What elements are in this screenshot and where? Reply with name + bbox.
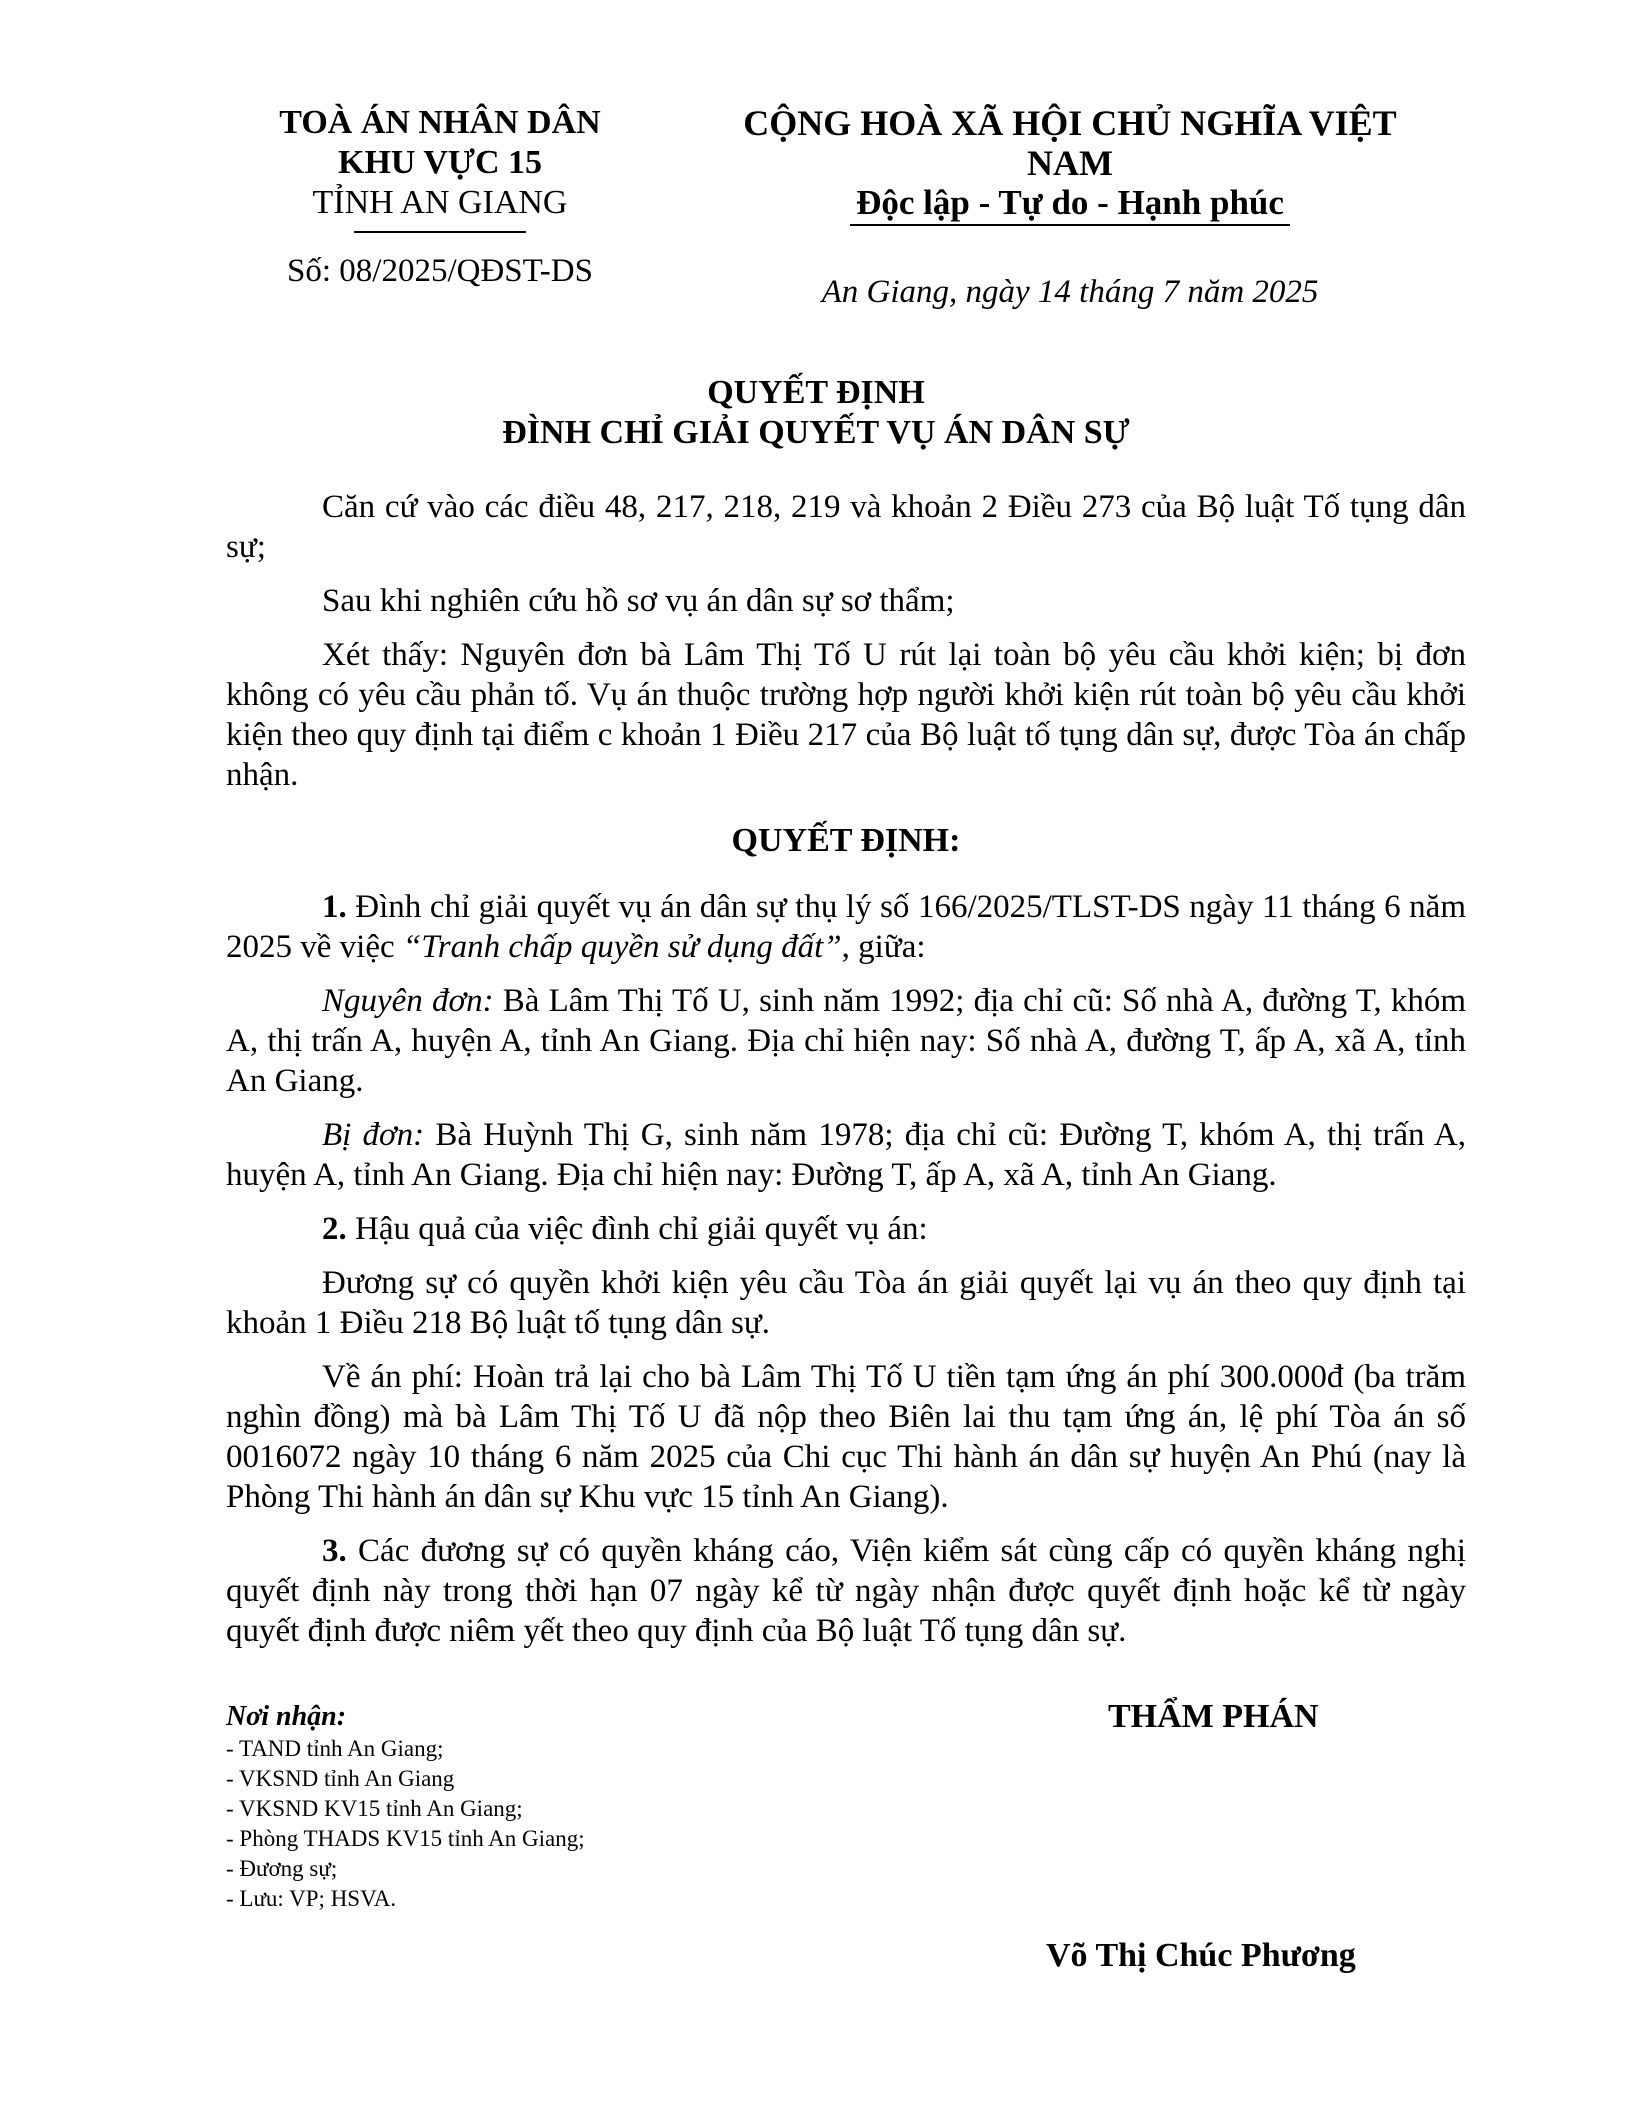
item-1-text-b: , giữa: <box>841 929 926 965</box>
court-name-line2: KHU VỰC 15 <box>338 144 542 181</box>
item-1-number: 1. <box>322 889 347 925</box>
recipient-item: - VKSND KV15 tỉnh An Giang; <box>226 1796 523 1821</box>
legal-basis-paragraph: Căn cứ vào các điều 48, 217, 218, 219 và khoản 2 Điều 273 của Bộ luật Tố tụng dân sự; <box>226 489 1466 565</box>
court-name-line3: TỈNH AN GIANG <box>312 184 568 221</box>
rights-paragraph: Đương sự có quyền khởi kiện yêu cầu Tòa án giải quyết lại vụ án theo quy định tại khoản 1 Điều 218 Bộ luật tố tụng dân sự. <box>226 1265 1466 1341</box>
plaintiff-paragraph <box>226 981 1466 1101</box>
defendant-label: Bị đơn: <box>322 1117 425 1153</box>
plaintiff-label: Nguyên đơn: <box>322 983 494 1019</box>
plaintiff-details: Bà Lâm Thị Tố U, sinh năm 1992; địa chỉ cũ: Số nhà A, đường T, khóm A, thị trấn A, huyện A, tỉnh An Giang. Địa chỉ hiện nay: Số nhà A, đường T, ấp A, xã A, tỉnh An Giang. <box>226 983 1466 1099</box>
document-body <box>226 487 1466 1665</box>
court-name-line1: TOÀ ÁN NHÂN DÂN <box>279 104 601 141</box>
court-fee-paragraph: Về án phí: Hoàn trả lại cho bà Lâm Thị Tố U tiền tạm ứng án phí 300.000đ (ba trăm nghìn đồng) mà bà Lâm Thị Tố U đã nộp theo Biên lai thu tạm ứng án, lệ phí Tòa án số 0016072 ngày 10 tháng 6 năm 2025 của Chi cục Thi hành án dân sự huyện An Phú (nay là Phòng Thi hành án dân sự Khu vực 15 tỉnh An Giang). <box>226 1359 1466 1515</box>
decision-heading: QUYẾT ĐỊNH: <box>731 822 961 859</box>
recipients-heading: Nơi nhận: <box>226 1701 347 1732</box>
recipient-item: - VKSND tỉnh An Giang <box>226 1766 455 1791</box>
review-paragraph: Sau khi nghiên cứu hồ sơ vụ án dân sự sơ thẩm; <box>322 583 955 619</box>
issue-date: An Giang, ngày 14 tháng 7 năm 2025 <box>821 274 1319 310</box>
case-subject: “Tranh chấp quyền sử dụng đất” <box>402 929 842 965</box>
item-2-number: 2. <box>322 1211 347 1247</box>
recipient-item: - Đương sự; <box>226 1856 338 1881</box>
defendant-details: Bà Huỳnh Thị G, sinh năm 1978; địa chỉ cũ: Đường T, khóm A, thị trấn A, huyện A, tỉnh An Giang. Địa chỉ hiện nay: Đường T, ấp A, xã A, tỉnh An Giang. <box>226 1117 1466 1193</box>
decision-item-2 <box>226 1209 1466 1249</box>
document-title <box>0 373 1632 453</box>
decision-item-3 <box>226 1531 1466 1651</box>
title-line2: ĐÌNH CHỈ GIẢI QUYẾT VỤ ÁN DÂN SỰ <box>502 414 1130 451</box>
national-title: CỘNG HOÀ XÃ HỘI CHỦ NGHĨA VIỆT NAM <box>743 103 1397 183</box>
national-motto: Độc lập - Tự do - Hạnh phúc <box>856 183 1284 222</box>
findings-paragraph: Xét thấy: Nguyên đơn bà Lâm Thị Tố U rút lại toàn bộ yêu cầu khởi kiện; bị đơn không có yêu cầu phản tố. Vụ án thuộc trường hợp người khởi kiện rút toàn bộ yêu cầu khởi kiện theo quy định tại điểm c khoản 1 Điều 217 của Bộ luật tố tụng dân sự, được Tòa án chấp nhận. <box>226 637 1466 793</box>
item-3-number: 3. <box>322 1533 347 1569</box>
document-number: Số: 08/2025/QĐST-DS <box>287 253 593 289</box>
recipient-item: - Lưu: VP; HSVA. <box>226 1886 397 1911</box>
recipients-block <box>226 1700 585 1914</box>
national-header-block <box>712 103 1428 312</box>
motto-underline <box>850 224 1290 226</box>
item-2-text: Hậu quả của việc đình chỉ giải quyết vụ án: <box>346 1211 928 1247</box>
item-3-text: Các đương sự có quyền kháng cáo, Viện kiểm sát cùng cấp có quyền kháng nghị quyết định này trong thời hạn 07 ngày kể từ ngày nhận được quyết định hoặc kể từ ngày quyết định được niêm yết theo quy định của Bộ luật Tố tụng dân sự. <box>226 1533 1466 1649</box>
defendant-paragraph <box>226 1115 1466 1195</box>
recipient-item: - Phòng THADS KV15 tỉnh An Giang; <box>226 1826 585 1851</box>
recipient-item: - TAND tỉnh An Giang; <box>226 1736 444 1761</box>
decision-item-1 <box>226 887 1466 967</box>
title-line1: QUYẾT ĐỊNH <box>707 374 925 411</box>
signer-name: Võ Thị Chúc Phương <box>1046 1937 1356 1974</box>
signer-title: THẨM PHÁN <box>1108 1698 1319 1735</box>
court-divider <box>354 231 526 233</box>
issuing-court-block <box>270 103 610 291</box>
item-1-text-a: Đình chỉ giải quyết vụ án dân sự thụ lý số 166/2025/TLST-DS ngày 11 tháng 6 năm 2025 về việc <box>226 889 1466 965</box>
